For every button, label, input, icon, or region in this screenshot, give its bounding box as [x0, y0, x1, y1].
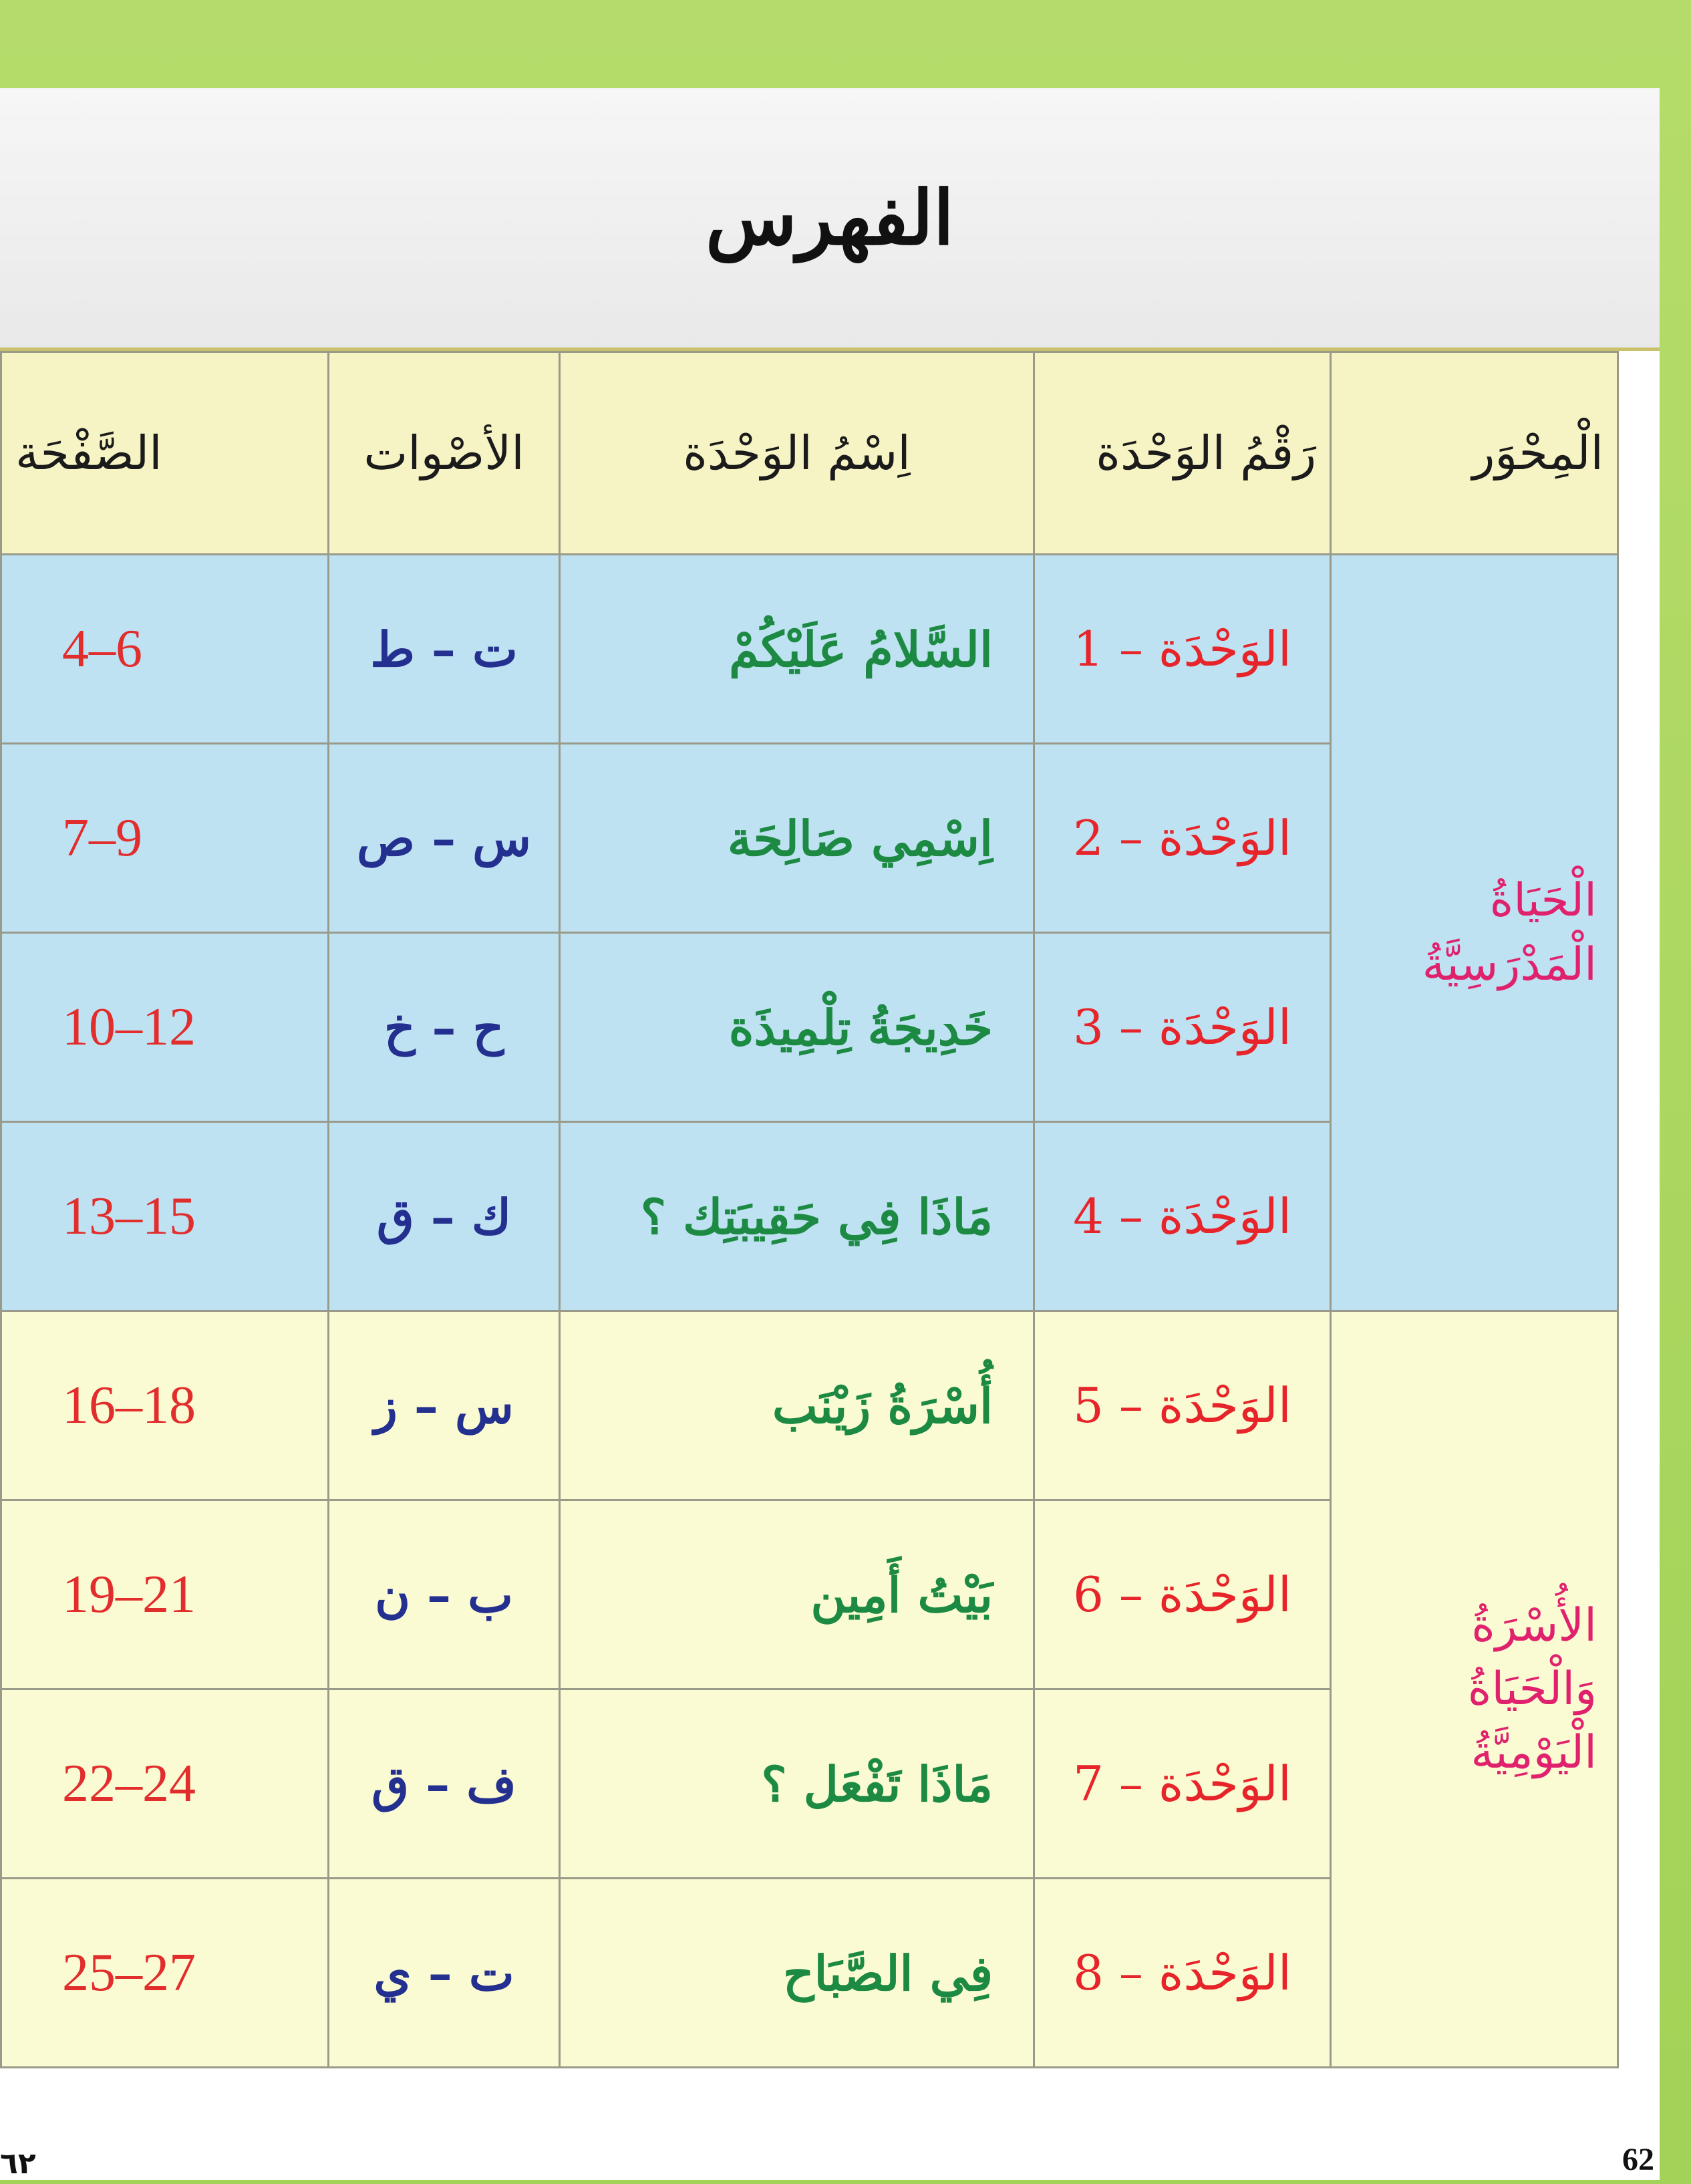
unit-pages: 12–10 [1, 933, 329, 1122]
unit-pages: 24–22 [1, 1689, 329, 1879]
title-band [0, 88, 1660, 351]
unit-pages: 18–16 [1, 1311, 329, 1500]
header-axis: الْمِحْوَر [1331, 352, 1618, 555]
unit-pages: 6–4 [1, 555, 329, 744]
unit-pages: 9–7 [1, 744, 329, 933]
header-row [1, 352, 1618, 555]
unit-sounds: ت – ط [329, 555, 560, 744]
table-row [1, 1311, 1618, 1500]
unit-name: خَدِيجَةُ تِلْمِيذَة [560, 933, 1034, 1122]
unit-sounds: س – ص [329, 744, 560, 933]
unit-number: الوَحْدَة – 8 [1034, 1879, 1331, 2068]
header-unit-name: اِسْمُ الوَحْدَة [560, 352, 1034, 555]
unit-name: أُسْرَةُ زَيْنَب [560, 1311, 1034, 1500]
page-number-arabic: ٦٢ [0, 2147, 36, 2181]
unit-number: الوَحْدَة – 6 [1034, 1500, 1331, 1689]
unit-sounds: ت – ي [329, 1879, 560, 2068]
index-table [0, 351, 1619, 2068]
unit-name: مَاذَا تَفْعَل ؟ [560, 1689, 1034, 1879]
index-sheet [0, 88, 1660, 2180]
header-sounds: الأصْوات [329, 352, 560, 555]
unit-name: مَاذَا فِي حَقِيبَتِك ؟ [560, 1122, 1034, 1311]
unit-name: السَّلامُ عَلَيْكُمْ [560, 555, 1034, 744]
unit-number: الوَحْدَة – 2 [1034, 744, 1331, 933]
unit-name: اِسْمِي صَالِحَة [560, 744, 1034, 933]
unit-sounds: س – ز [329, 1311, 560, 1500]
table-row [1, 555, 1618, 744]
unit-number: الوَحْدَة – 4 [1034, 1122, 1331, 1311]
unit-sounds: ب – ن [329, 1500, 560, 1689]
unit-number: الوَحْدَة – 5 [1034, 1311, 1331, 1500]
header-page: الصَّفْحَة [1, 352, 329, 555]
unit-pages: 27–25 [1, 1879, 329, 2068]
unit-pages: 15–13 [1, 1122, 329, 1311]
unit-number: الوَحْدَة – 1 [1034, 555, 1331, 744]
unit-pages: 21–19 [1, 1500, 329, 1689]
axis-school-life: الْحَيَاةُ الْمَدْرَسِيَّةُ [1331, 555, 1618, 1311]
unit-name: بَيْتُ أَمِين [560, 1500, 1034, 1689]
page-title: الفهرس [705, 174, 955, 262]
axis-family-daily-life: الأُسْرَةُ وَالْحَيَاةُ الْيَوْمِيَّةُ [1331, 1311, 1618, 2068]
unit-name: فِي الصَّبَاح [560, 1879, 1034, 2068]
unit-sounds: ف – ق [329, 1689, 560, 1879]
unit-sounds: ك – ق [329, 1122, 560, 1311]
header-unit-number: رَقْمُ الوَحْدَة [1034, 352, 1331, 555]
unit-number: الوَحْدَة – 7 [1034, 1689, 1331, 1879]
page-number-latin: 62 [1622, 2142, 1654, 2177]
unit-number: الوَحْدَة – 3 [1034, 933, 1331, 1122]
unit-sounds: ح – خ [329, 933, 560, 1122]
